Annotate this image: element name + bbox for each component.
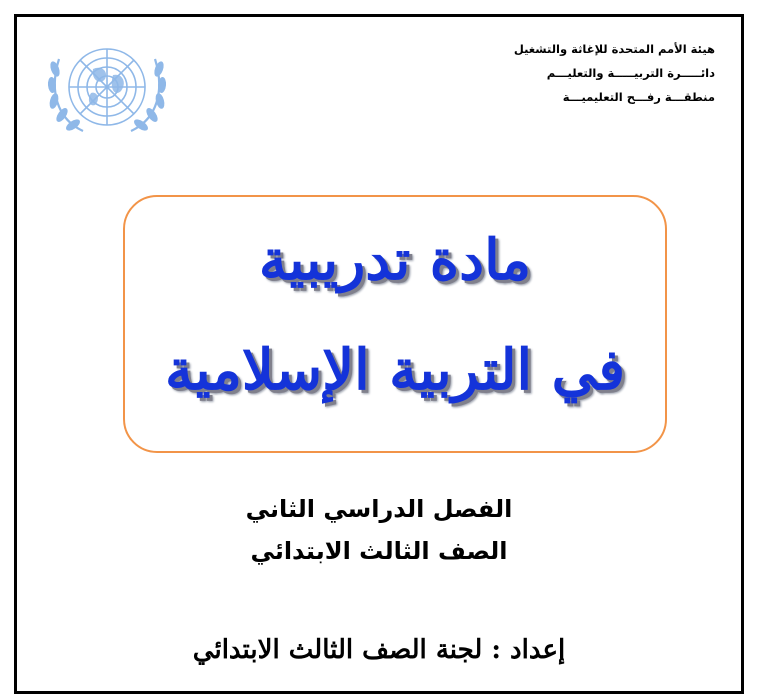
semester-label: الفصل الدراسي الثاني bbox=[245, 495, 513, 523]
title-line-1: مادة تدريبية bbox=[258, 227, 532, 293]
un-emblem-icon bbox=[43, 35, 171, 139]
title-box bbox=[123, 195, 667, 453]
header-line-area: منطقـــة رفـــح التعليميـــة bbox=[562, 90, 715, 104]
header-line-organization: هيئة الأمم المتحدة للإغاثة والتشغيل bbox=[513, 42, 715, 56]
title-line-2: في التربية الإسلامية bbox=[164, 337, 626, 403]
prepared-by: إعداد : لجنة الصف الثالث الابتدائي bbox=[192, 635, 566, 665]
header-line-department: دائـــــرة التربيـــــة والتعليـــم bbox=[546, 66, 715, 80]
grade-label: الصف الثالث الابتدائي bbox=[250, 537, 508, 565]
page-frame bbox=[14, 14, 744, 694]
organization-header bbox=[514, 37, 715, 109]
